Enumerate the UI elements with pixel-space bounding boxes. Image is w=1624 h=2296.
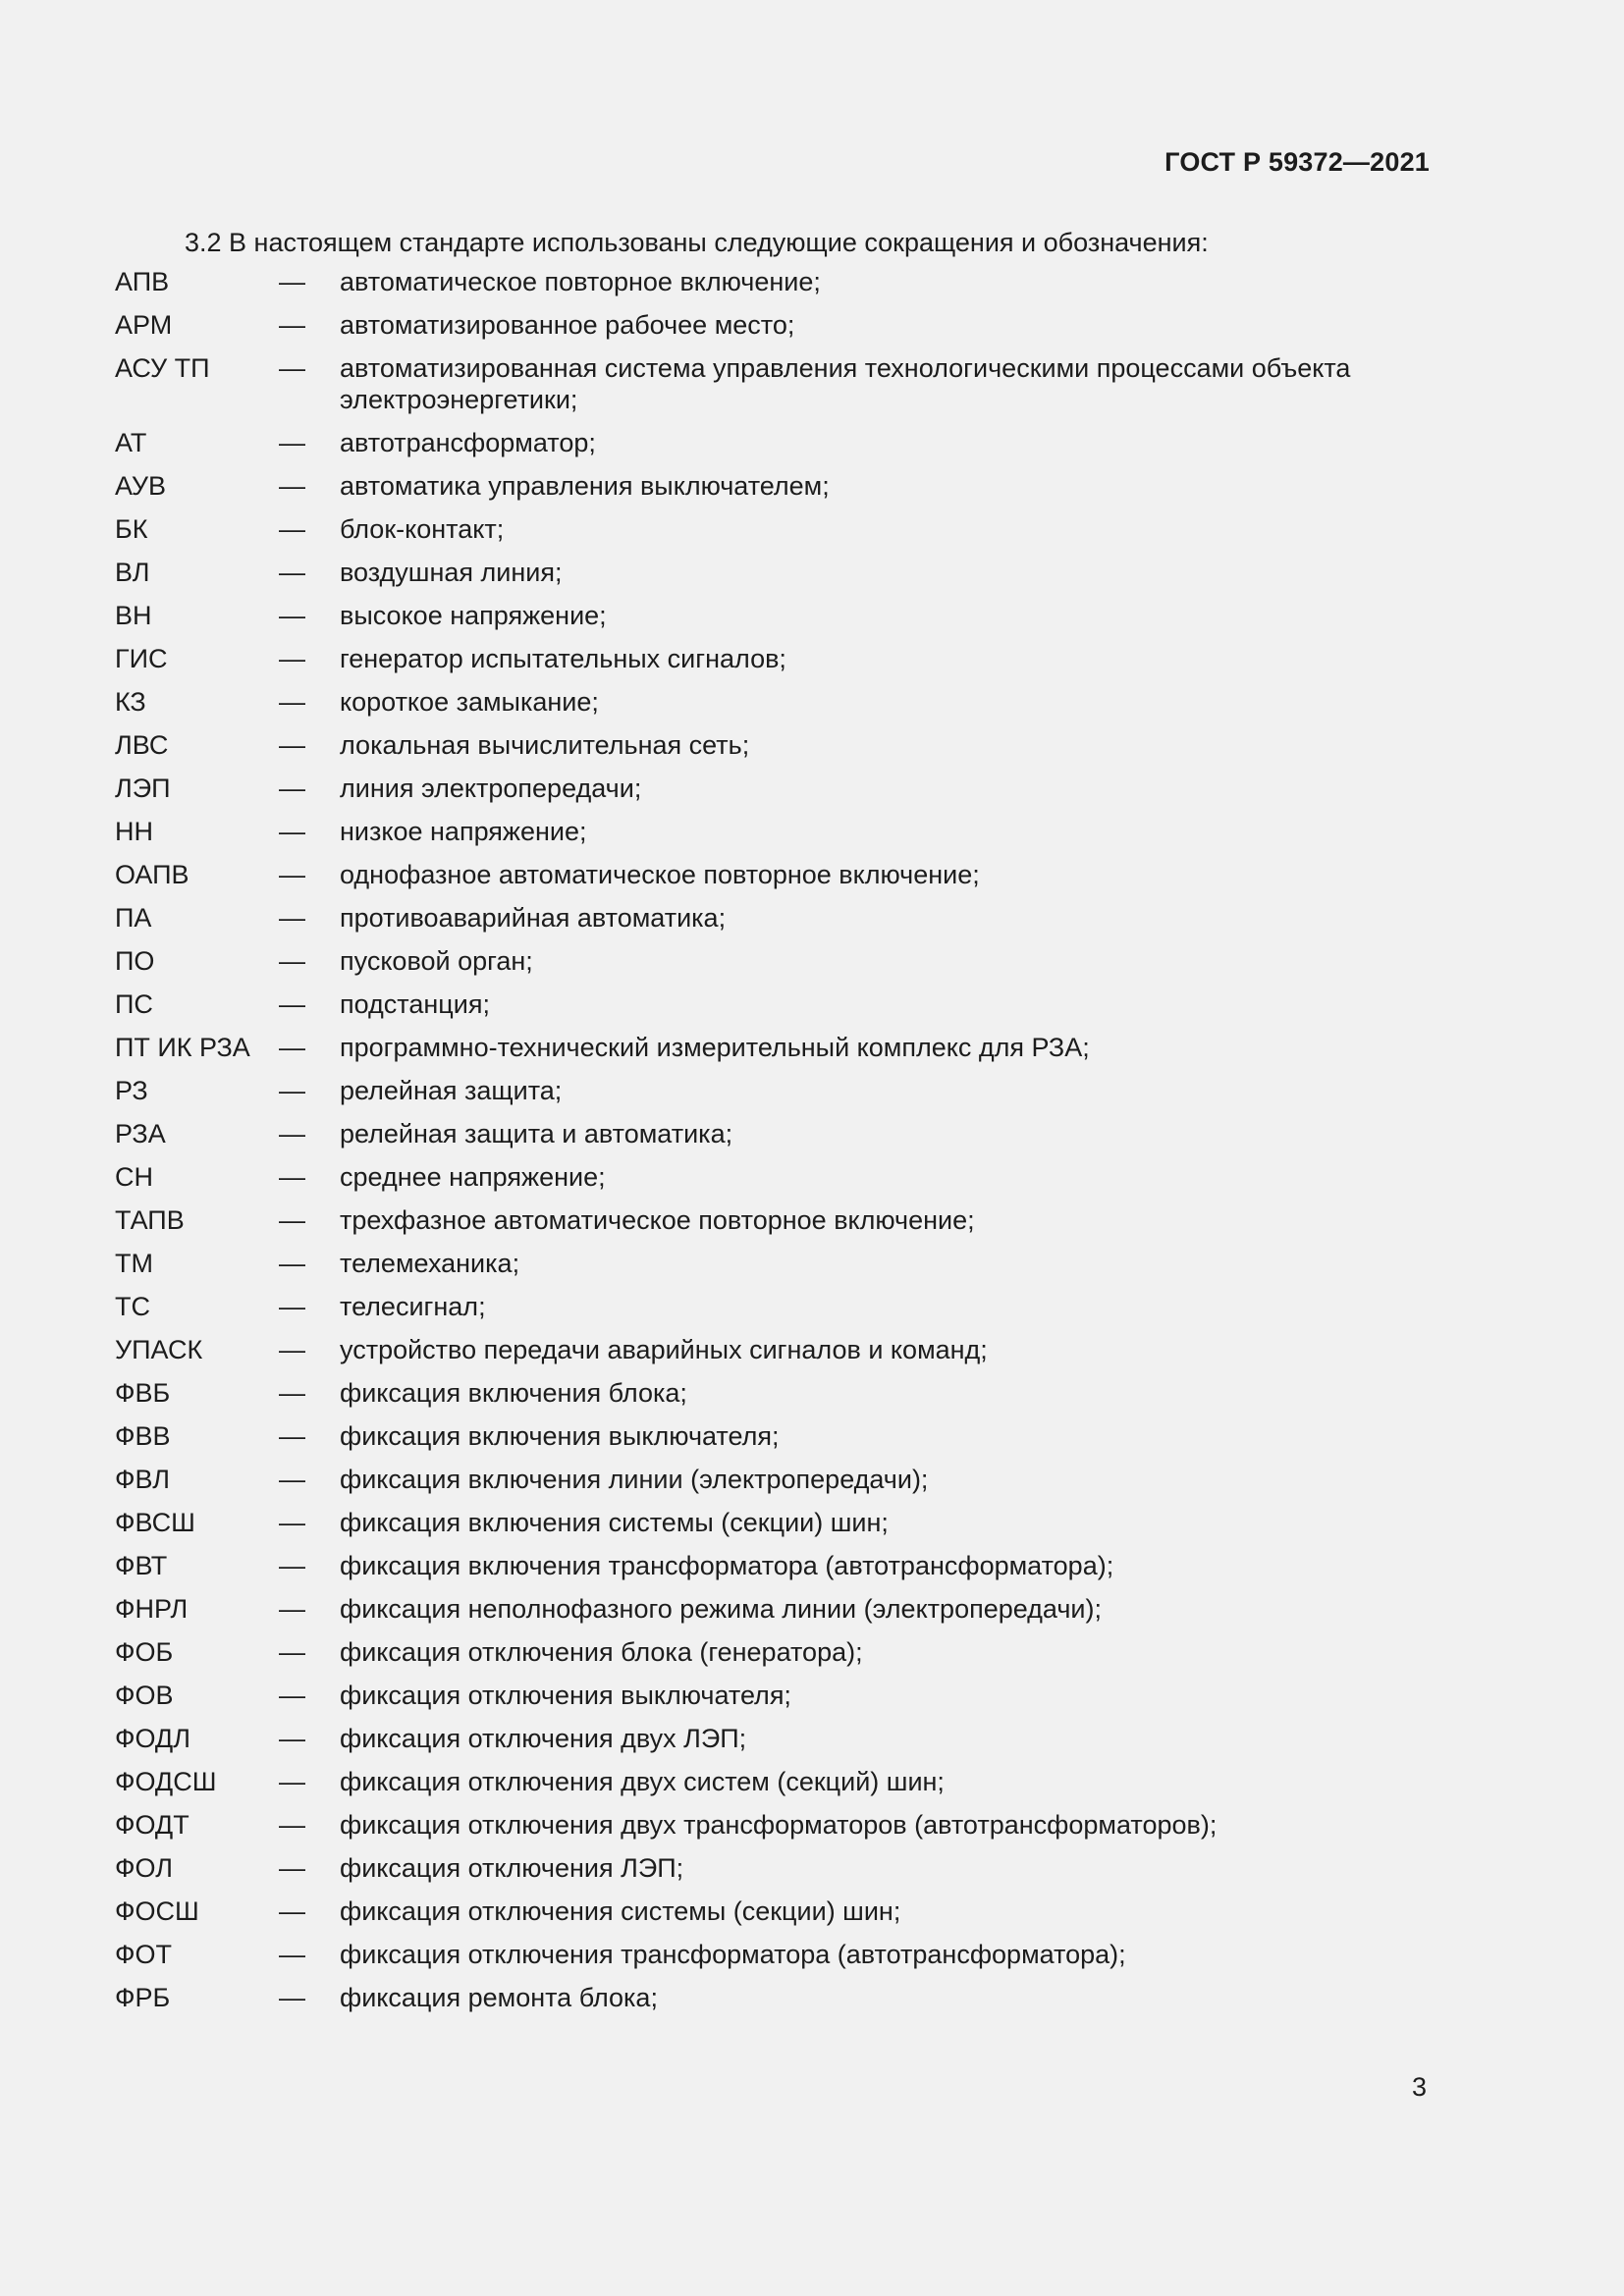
abbreviation-dash: —: [279, 1508, 305, 1537]
abbreviation-row: [115, 1982, 1431, 2025]
abbreviation-definition: пусковой орган;: [340, 946, 533, 976]
abbreviation-term: ЛЭП: [115, 774, 171, 803]
abbreviation-term: ФОДСШ: [115, 1767, 217, 1796]
abbreviation-dash: —: [279, 1119, 305, 1148]
abbreviation-dash: —: [279, 1681, 305, 1710]
abbreviation-row: [115, 816, 1431, 859]
abbreviation-term: ФОТ: [115, 1940, 173, 1969]
abbreviation-term: НН: [115, 817, 153, 846]
abbreviation-definition: воздушная линия;: [340, 558, 563, 587]
abbreviation-term: РЗА: [115, 1119, 166, 1148]
abbreviation-definition: фиксация отключения блока (генератора);: [340, 1637, 863, 1667]
abbreviation-row: [115, 1636, 1431, 1680]
abbreviation-term: ФВТ: [115, 1551, 168, 1580]
abbreviation-row: [115, 1032, 1431, 1075]
abbreviation-definition: среднее напряжение;: [340, 1162, 606, 1192]
abbreviation-row: [115, 1248, 1431, 1291]
abbreviation-definition: высокое напряжение;: [340, 601, 607, 630]
abbreviation-definition: фиксация ремонта блока;: [340, 1983, 658, 2012]
abbreviation-definition: релейная защита;: [340, 1076, 563, 1105]
abbreviation-row: [115, 773, 1431, 816]
abbreviation-dash: —: [279, 353, 305, 383]
abbreviation-dash: —: [279, 1767, 305, 1796]
abbreviation-definition: телемеханика;: [340, 1249, 520, 1278]
abbreviation-row: [115, 859, 1431, 902]
abbreviation-dash: —: [279, 1421, 305, 1451]
abbreviation-dash: —: [279, 1637, 305, 1667]
abbreviation-definition: фиксация включения трансформатора (автотрансформатора);: [340, 1551, 1114, 1580]
abbreviation-definition: фиксация отключения двух ЛЭП;: [340, 1724, 747, 1753]
abbreviation-row: [115, 1291, 1431, 1334]
abbreviation-dash: —: [279, 1465, 305, 1494]
abbreviation-term: ФВЛ: [115, 1465, 170, 1494]
abbreviation-row: [115, 729, 1431, 773]
abbreviation-dash: —: [279, 310, 305, 340]
abbreviation-row: [115, 309, 1431, 352]
abbreviation-definition: программно-технический измерительный комплекс для РЗА;: [340, 1033, 1090, 1062]
abbreviation-term: АРМ: [115, 310, 173, 340]
abbreviation-definition: однофазное автоматическое повторное включение;: [340, 860, 980, 889]
abbreviation-row: [115, 352, 1431, 427]
abbreviation-row: [115, 1075, 1431, 1118]
abbreviation-term: ГИС: [115, 644, 168, 673]
abbreviation-dash: —: [279, 989, 305, 1019]
abbreviation-dash: —: [279, 514, 305, 544]
abbreviation-term: ФОВ: [115, 1681, 174, 1710]
abbreviation-dash: —: [279, 946, 305, 976]
abbreviation-term: ВН: [115, 601, 152, 630]
abbreviation-dash: —: [279, 267, 305, 296]
abbreviation-dash: —: [279, 601, 305, 630]
abbreviation-row: [115, 1896, 1431, 1939]
abbreviation-row: [115, 1766, 1431, 1809]
abbreviation-definition: низкое напряжение;: [340, 817, 587, 846]
abbreviation-definition: автоматическое повторное включение;: [340, 267, 821, 296]
abbreviation-term: РЗ: [115, 1076, 148, 1105]
abbreviation-term: ВЛ: [115, 558, 150, 587]
abbreviation-term: ЛВС: [115, 730, 169, 760]
abbreviation-definition: фиксация включения блока;: [340, 1378, 687, 1408]
abbreviation-term: СН: [115, 1162, 153, 1192]
abbreviation-dash: —: [279, 471, 305, 501]
abbreviation-row: [115, 1593, 1431, 1636]
abbreviation-definition: фиксация включения выключателя;: [340, 1421, 780, 1451]
abbreviation-definition: устройство передачи аварийных сигналов и команд;: [340, 1335, 988, 1364]
abbreviation-definition: автоматика управления выключателем;: [340, 471, 830, 501]
abbreviation-row: [115, 1334, 1431, 1377]
abbreviation-term: АСУ ТП: [115, 353, 210, 383]
abbreviation-dash: —: [279, 817, 305, 846]
abbreviation-row: [115, 643, 1431, 686]
abbreviation-term: ФВСШ: [115, 1508, 195, 1537]
abbreviation-definition: фиксация отключения системы (секции) шин;: [340, 1896, 901, 1926]
abbreviation-term: ФВВ: [115, 1421, 171, 1451]
abbreviation-dash: —: [279, 1594, 305, 1624]
abbreviation-term: ТАПВ: [115, 1205, 185, 1235]
abbreviation-definition: фиксация отключения выключателя;: [340, 1681, 791, 1710]
abbreviation-dash: —: [279, 558, 305, 587]
abbreviation-term: ПА: [115, 903, 152, 933]
abbreviation-definition: противоаварийная автоматика;: [340, 903, 727, 933]
abbreviation-definition: генератор испытательных сигналов;: [340, 644, 786, 673]
document-code: ГОСТ Р 59372—2021: [1164, 147, 1430, 177]
abbreviation-definition: подстанция;: [340, 989, 490, 1019]
abbreviation-definition: блок-контакт;: [340, 514, 505, 544]
page-number: 3: [1411, 2072, 1427, 2102]
abbreviation-dash: —: [279, 428, 305, 457]
abbreviation-row: [115, 1204, 1431, 1248]
abbreviation-row: [115, 1420, 1431, 1464]
abbreviation-term: БК: [115, 514, 148, 544]
abbreviation-definition: фиксация отключения двух систем (секций) шин;: [340, 1767, 945, 1796]
abbreviation-term: КЗ: [115, 687, 146, 717]
abbreviation-dash: —: [279, 1335, 305, 1364]
abbreviation-row: [115, 557, 1431, 600]
abbreviation-row: [115, 600, 1431, 643]
abbreviation-term: АУВ: [115, 471, 166, 501]
abbreviation-term: ОАПВ: [115, 860, 189, 889]
abbreviation-row: [115, 470, 1431, 513]
abbreviation-dash: —: [279, 1940, 305, 1969]
abbreviation-row: [115, 945, 1431, 988]
abbreviation-definition: короткое замыкание;: [340, 687, 599, 717]
abbreviation-definition: фиксация включения линии (электропередачи);: [340, 1465, 929, 1494]
abbreviation-dash: —: [279, 1551, 305, 1580]
abbreviation-term: ФОБ: [115, 1637, 174, 1667]
abbreviation-dash: —: [279, 1810, 305, 1840]
abbreviation-term: ФОСШ: [115, 1896, 199, 1926]
abbreviation-definition: фиксация отключения ЛЭП;: [340, 1853, 684, 1883]
abbreviation-definition: автоматизированная система управления технологическими процессами объекта электроэнергетики;: [340, 353, 1351, 414]
abbreviation-row: [115, 266, 1431, 309]
abbreviation-definition: линия электропередачи;: [340, 774, 642, 803]
abbreviation-term: ФОЛ: [115, 1853, 173, 1883]
abbreviation-dash: —: [279, 687, 305, 717]
abbreviation-dash: —: [279, 1853, 305, 1883]
abbreviation-term: ПТ ИК РЗА: [115, 1033, 250, 1062]
abbreviation-term: АПВ: [115, 267, 170, 296]
abbreviation-term: УПАСК: [115, 1335, 203, 1364]
abbreviation-row: [115, 1161, 1431, 1204]
abbreviation-dash: —: [279, 774, 305, 803]
abbreviation-dash: —: [279, 1292, 305, 1321]
abbreviation-definition: локальная вычислительная сеть;: [340, 730, 750, 760]
abbreviation-row: [115, 686, 1431, 729]
abbreviation-row: [115, 1723, 1431, 1766]
abbreviation-term: АТ: [115, 428, 147, 457]
abbreviation-term: ФВБ: [115, 1378, 171, 1408]
abbreviation-dash: —: [279, 1076, 305, 1105]
abbreviation-definition: автоматизированное рабочее место;: [340, 310, 795, 340]
abbreviation-dash: —: [279, 644, 305, 673]
abbreviation-dash: —: [279, 1205, 305, 1235]
abbreviation-dash: —: [279, 1378, 305, 1408]
abbreviation-term: ФРБ: [115, 1983, 171, 2012]
abbreviation-term: ФОДТ: [115, 1810, 189, 1840]
abbreviation-row: [115, 1377, 1431, 1420]
abbreviation-row: [115, 513, 1431, 557]
abbreviation-row: [115, 1939, 1431, 1982]
section-intro: 3.2 В настоящем стандарте использованы следующие сокращения и обозначения:: [185, 228, 1209, 257]
abbreviation-term: ФНРЛ: [115, 1594, 189, 1624]
abbreviation-row: [115, 1464, 1431, 1507]
abbreviation-row: [115, 1680, 1431, 1723]
abbreviation-row: [115, 1852, 1431, 1896]
abbreviation-row: [115, 988, 1431, 1032]
abbreviation-term: ПО: [115, 946, 155, 976]
abbreviation-row: [115, 1550, 1431, 1593]
abbreviation-term: ТМ: [115, 1249, 153, 1278]
abbreviation-dash: —: [279, 1724, 305, 1753]
abbreviation-row: [115, 902, 1431, 945]
abbreviation-definition: телесигнал;: [340, 1292, 486, 1321]
abbreviation-term: ФОДЛ: [115, 1724, 190, 1753]
abbreviation-dash: —: [279, 903, 305, 933]
abbreviation-row: [115, 1118, 1431, 1161]
abbreviation-dash: —: [279, 1896, 305, 1926]
abbreviation-dash: —: [279, 1983, 305, 2012]
abbreviation-dash: —: [279, 860, 305, 889]
abbreviation-term: ТС: [115, 1292, 150, 1321]
abbreviation-list: [115, 266, 1431, 2025]
abbreviation-definition: фиксация неполнофазного режима линии (электропередачи);: [340, 1594, 1102, 1624]
abbreviation-dash: —: [279, 730, 305, 760]
abbreviation-term: ПС: [115, 989, 153, 1019]
abbreviation-dash: —: [279, 1162, 305, 1192]
abbreviation-definition: автотрансформатор;: [340, 428, 596, 457]
abbreviation-dash: —: [279, 1249, 305, 1278]
abbreviation-definition: фиксация включения системы (секции) шин;: [340, 1508, 889, 1537]
abbreviation-dash: —: [279, 1033, 305, 1062]
abbreviation-row: [115, 427, 1431, 470]
abbreviation-row: [115, 1507, 1431, 1550]
abbreviation-definition: фиксация отключения трансформатора (автотрансформатора);: [340, 1940, 1126, 1969]
abbreviation-definition: трехфазное автоматическое повторное включение;: [340, 1205, 975, 1235]
abbreviation-definition: релейная защита и автоматика;: [340, 1119, 733, 1148]
abbreviation-row: [115, 1809, 1431, 1852]
abbreviation-definition: фиксация отключения двух трансформаторов (автотрансформаторов);: [340, 1810, 1218, 1840]
